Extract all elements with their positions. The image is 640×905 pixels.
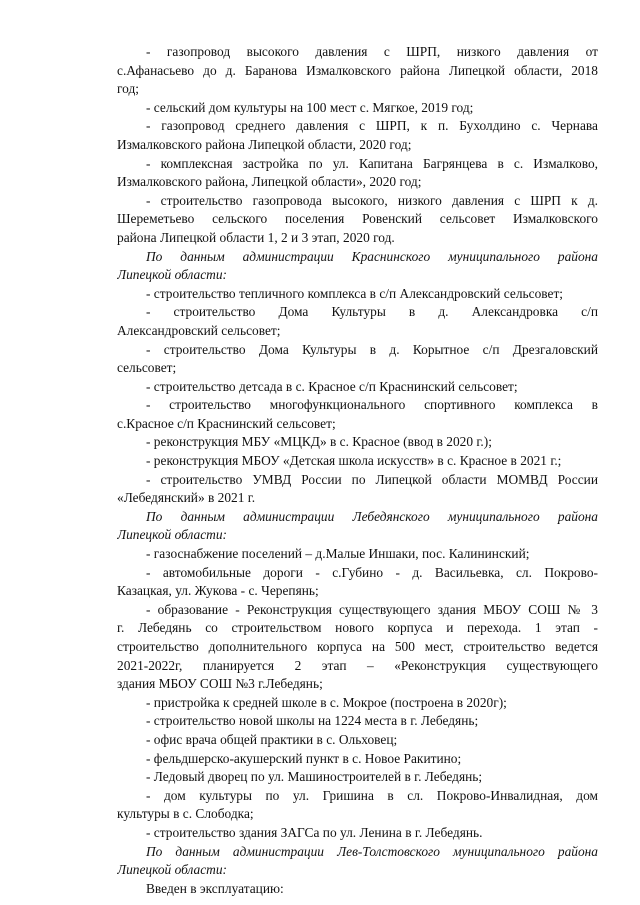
section-heading [117, 843, 598, 880]
text-line: Измалковского района, Липецкой области», 2020 год; [117, 174, 422, 190]
text-line: - пристройка к средней школе в с. Мокрое (построена в 2020г); [146, 694, 507, 710]
text-line: Липецкой области: [117, 267, 227, 283]
list-item [117, 155, 598, 192]
text-line: - образование - Реконструкция существующего здания МБОУ СОШ № 3 [146, 601, 598, 617]
text-line: - строительство газопровода высокого, низкого давления с ШРП к д. [146, 192, 598, 208]
document-page [117, 43, 598, 898]
text-line: 2021-2022г, планируется 2 этап – «Реконструкция существующего [117, 657, 598, 673]
text-line: По данным администрации Лебедянского муниципального района [146, 508, 598, 524]
text-line: Измалковского района Липецкой области, 2020 год; [117, 136, 412, 152]
section-heading [117, 508, 598, 545]
list-item [117, 545, 598, 564]
text-line: По данным администрации Краснинского муниципального района [146, 248, 598, 264]
text-line: Липецкой области: [117, 862, 227, 878]
text-line: Шереметьево сельского поселения Ровенский сельсовет Измалковского [117, 211, 598, 227]
list-item [117, 433, 598, 452]
text-line: Введен в эксплуатацию: [146, 880, 284, 896]
text-line: год; [117, 81, 140, 97]
text-line: строительство дополнительного корпуса на 500 мест, строительство ведется [117, 639, 598, 654]
text-line: - строительство Дома Культуры в д. Корытное с/п Дрезгаловский [146, 341, 598, 357]
text-line: - дом культуры по ул. Гришина в сл. Покрово-Инвалидная, дом [146, 787, 598, 803]
text-line: - строительство тепличного комплекса в с/п Александровский сельсовет; [146, 285, 564, 301]
list-item [117, 768, 598, 787]
list-item [117, 712, 598, 731]
text-line: с.Красное с/п Краснинский сельсовет; [117, 415, 336, 431]
text-line: района Липецкой области 1, 2 и 3 этап, 2020 год. [117, 229, 395, 245]
text-line: сельсовет; [117, 360, 177, 376]
text-line: - Ледовый дворец по ул. Машиностроителей в г. Лебедянь; [146, 769, 483, 785]
text-line: - строительство УМВД России по Липецкой области МОМВД России [146, 471, 598, 487]
text-line: - строительство Дома Культуры в д. Александровка с/п [146, 304, 598, 320]
text-line: - реконструкция МБУ «МЦКД» в с. Красное (ввод в 2020 г.); [146, 434, 492, 450]
text-line: - фельдшерско-акушерский пункт в с. Новое Ракитино; [146, 750, 462, 766]
list-item [117, 341, 598, 378]
list-item [117, 787, 598, 824]
text-line: с.Афанасьево до д. Баранова Измалковского района Липецкой области, 2018 [117, 62, 598, 78]
text-line: - офис врача общей практики в с. Ольховец; [146, 731, 398, 747]
text-line: По данным администрации Лев-Толстовского муниципального района [146, 843, 598, 859]
text-line: «Лебедянский» в 2021 г. [117, 490, 256, 506]
list-item [117, 564, 598, 601]
list-item [117, 285, 598, 304]
list-item [117, 601, 598, 694]
text-line: - комплексная застройка по ул. Капитана Багрянцева в с. Измалково, [146, 155, 598, 171]
list-item [117, 471, 598, 508]
list-item [117, 750, 598, 769]
list-item [117, 396, 598, 433]
text-line: - строительство детсада в с. Красное с/п Краснинский сельсовет; [146, 378, 518, 394]
text-line: - газопровод высокого давления с ШРП, низкого давления от [146, 44, 598, 59]
list-item [117, 99, 598, 118]
list-item [117, 43, 598, 99]
text-line: здания МБОУ СОШ №3 г.Лебедянь; [117, 676, 323, 692]
text-line: - строительство многофункционального спортивного комплекса в [146, 397, 598, 413]
text-line: - сельский дом культуры на 100 мест с. Мягкое, 2019 год; [146, 99, 474, 115]
text-line: Липецкой области: [117, 527, 227, 543]
text-line: культуры в с. Слободка; [117, 806, 254, 822]
list-item [117, 303, 598, 340]
list-item [117, 378, 598, 397]
text-line: - автомобильные дороги - с.Губино - д. Васильевка, сл. Покрово- [146, 564, 598, 580]
text-line: - строительство новой школы на 1224 места в г. Лебедянь; [146, 713, 479, 729]
text-line: - реконструкция МБОУ «Детская школа искусств» в с. Красное в 2021 г.; [146, 453, 562, 469]
list-item [117, 731, 598, 750]
text-line: - строительство здания ЗАГСа по ул. Ленина в г. Лебедянь. [146, 824, 483, 840]
list-item [117, 192, 598, 248]
text-line: - газопровод среднего давления с ШРП, к п. Бухолдино с. Чернава [146, 118, 598, 134]
list-item [117, 824, 598, 843]
text-line: Казацкая, ул. Жукова - с. Черепянь; [117, 583, 319, 599]
text-line: - газоснабжение поселений – д.Малые Иншаки, пос. Калининский; [146, 546, 530, 562]
list-item [117, 880, 598, 899]
text-line: г. Лебедянь со строительством нового корпуса и перехода. 1 этап - [117, 620, 598, 636]
list-item [117, 117, 598, 154]
text-line: Александровский сельсовет; [117, 322, 281, 338]
list-item [117, 452, 598, 471]
list-item [117, 694, 598, 713]
section-heading [117, 248, 598, 285]
